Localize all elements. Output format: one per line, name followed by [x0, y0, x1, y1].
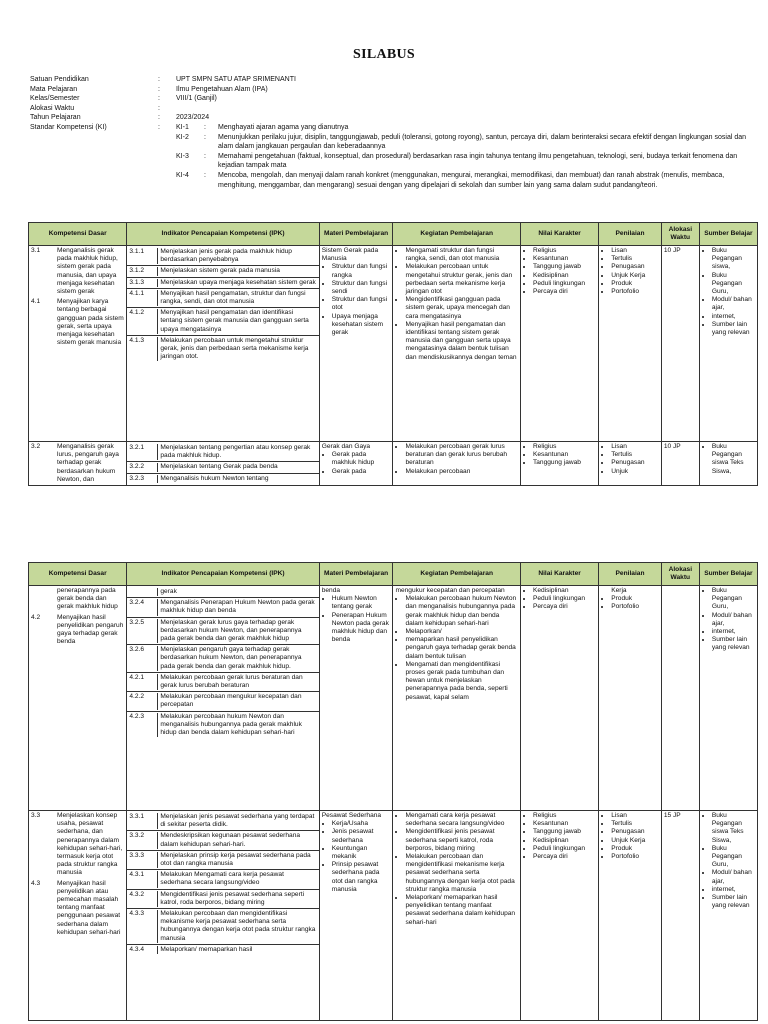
karakter-list-item: • Tanggung jawab — [533, 459, 596, 467]
header-kegiatan: Kegiatan Pembelajaran — [393, 223, 520, 246]
meta-colon: : — [158, 123, 160, 131]
ipk-text: Melaporkan/ memaparkan hasil — [160, 945, 253, 953]
ipk-text: Menjelaskan upaya menjaga kesehatan sistem gerak — [160, 278, 316, 286]
cell-kegiatan — [393, 246, 520, 442]
cell-alokasi-waktu: 15 JP — [661, 811, 699, 1021]
meta-value: 2023/2024 — [176, 114, 210, 122]
sumber-list-item: • internet, — [712, 886, 755, 894]
cell-nilai-karakter — [520, 811, 598, 1021]
cell-kompetensi-dasar — [29, 586, 127, 811]
ipk-number: 3.1.1 — [129, 248, 158, 264]
ipk-number: 4.2.2 — [129, 693, 158, 709]
kegiatan-list-item: • Mengamati cara kerja pesawat sederhana secara langsung/video — [405, 812, 517, 828]
ipk-number: 4.3.1 — [129, 871, 158, 887]
ipk-text: Menganalisis Penerapan Hukum Newton pada gerak makhluk hidup dan benda — [160, 599, 315, 615]
table-row — [29, 246, 758, 442]
kegiatan-list-item: • Mengidentifikasi jenis pesawat sederhana seperti katrol, roda berporos, bidang miring — [405, 828, 517, 853]
kd-entry — [31, 587, 124, 612]
ipk-entry — [127, 308, 318, 336]
ipk-number: 4.1.3 — [129, 337, 158, 362]
header-kompetensi-dasar: Kompetensi Dasar — [29, 223, 127, 246]
ipk-number: 3.3.3 — [129, 852, 158, 868]
ipk-text: Menjelaskan jenis gerak pada makhluk hidup berdasarkan penyebabnya — [160, 248, 292, 264]
ipk-number: 4.1.2 — [129, 309, 158, 334]
cell-alokasi-waktu: 10 JP — [661, 442, 699, 486]
ipk-number: 4.3.3 — [129, 910, 158, 943]
penilaian-list-item: • Penugasan — [611, 459, 659, 467]
ipk-entry — [127, 587, 318, 598]
meta-label: Mata Pelajaran — [30, 85, 78, 93]
ki-row — [176, 123, 750, 133]
cell-nilai-karakter — [520, 586, 598, 811]
cell-nilai-karakter — [520, 246, 598, 442]
ipk-number: 3.2.6 — [129, 646, 158, 671]
ipk-number: 4.2.1 — [129, 674, 158, 690]
ipk-number: 4.3.2 — [129, 891, 158, 907]
header-penilaian: Penilaian — [599, 223, 662, 246]
ipk-number: 3.2.5 — [129, 619, 158, 644]
document-title: SILABUS — [352, 47, 416, 62]
ipk-number: 3.2.2 — [129, 463, 158, 471]
meta-colon: : — [158, 85, 160, 93]
kd-text: Menyajikan hasil penyelidikan atau pemecahan masalah tentang manfaat penggunaan pesawat sederhana dalam kehidupan sehari-hari — [57, 879, 121, 936]
header-nilai-karakter: Nilai Karakter — [520, 223, 598, 246]
materi-list-item: • Gerak pada makhluk hidup — [332, 451, 391, 467]
materi-list-item: • Gerak pada — [332, 468, 391, 476]
karakter-list — [523, 443, 596, 468]
penilaian-list-item: • Unjuk Kerja — [611, 272, 659, 280]
kd-text: Menjelaskan konsep usaha, pesawat sederhana, dan penerapannya dalam kehidupan sehari-hari, termasuk kerja otot pada struktur rangka manusia — [57, 812, 123, 877]
meta-value: VIII/1 (Ganjil) — [176, 95, 217, 103]
penilaian-list-item: • Penugasan — [611, 828, 659, 836]
karakter-list-item: • Percaya diri — [533, 288, 596, 296]
ipk-entry — [127, 289, 318, 308]
kegiatan-list-item: • memaparkan hasil penyelidikan pengaruh gaya terhadap gerak benda dalam bentuk tulisan — [405, 636, 517, 661]
syllabus-table-page-1 — [28, 222, 758, 486]
header-penilaian: Penilaian — [599, 563, 662, 586]
ipk-entry — [127, 890, 318, 909]
sumber-list-item: • Modul/ bahan ajar, — [712, 869, 755, 885]
ipk-number: 4.3.4 — [129, 946, 158, 954]
materi-list-item: • Jenis pesawat sederhana — [332, 828, 391, 844]
penilaian-list-item: • Tertulis — [611, 451, 659, 459]
kd-text: Menganalisis gerak lurus, pengaruh gaya terhadap gerak berdasarkan hukum Newton, dan — [57, 443, 119, 483]
meta-row — [30, 75, 750, 85]
materi-list-item: • Penerapan Hukum Newton pada gerak makhluk hidup dan benda — [332, 612, 391, 645]
kd-number: 3.1 — [31, 247, 41, 254]
meta-colon: : — [158, 76, 160, 83]
kd-text: Menganalisis gerak pada makhluk hidup, sistem gerak pada manusia, dan upaya menjaga kesehatan sistem gerak — [57, 247, 118, 296]
materi-list-item: • Struktur dan fungsi sendi — [332, 280, 391, 296]
karakter-list — [523, 247, 596, 296]
materi-list-item: • Struktur dan fungsi otot — [332, 296, 391, 312]
ipk-text: Melakukan percobaan gerak lurus beraturan dan gerak lurus berubah beraturan — [160, 673, 303, 690]
table-row — [29, 442, 758, 486]
ipk-text: Menjelaskan sistem gerak pada manusia — [160, 267, 280, 275]
ipk-text: Melakukan percobaan dan mengidentifikasi mekanisme kerja pesawat sederhana serta hubungannya dengan kerja otot pada struktur rangka manusia — [160, 910, 316, 942]
ipk-text: Melakukan percobaan untuk mengetahui struktur gerak, jenis dan perbedaan serta mekanisme kerja jaringan otot. — [160, 336, 309, 361]
kegiatan-list — [395, 812, 517, 927]
penilaian-list-item: • Tertulis — [611, 255, 659, 263]
penilaian-list-item: • Portofolio — [611, 853, 659, 861]
ki-row — [176, 133, 750, 152]
header-alokasi: Alokasi Waktu — [661, 563, 699, 586]
cell-kompetensi-dasar — [29, 246, 127, 442]
ipk-entry — [127, 645, 318, 673]
ipk-number: 3.3.1 — [129, 813, 158, 829]
ipk-entry — [127, 945, 318, 955]
kd-entry — [31, 443, 124, 484]
ipk-entry — [127, 673, 318, 692]
materi-heading: Sistem Gerak pada Manusia — [321, 247, 379, 263]
meta-label: Satuan Pendidikan — [30, 76, 89, 83]
ipk-entry — [127, 598, 318, 617]
ipk-text: Menjelaskan pengaruh gaya terhadap gerak berdasarkan hukum Newton, dan penerapannya pada gerak benda dan gerak makhluk hidup. — [160, 646, 302, 670]
sumber-list — [702, 247, 755, 337]
meta-label: Kelas/Semester — [30, 95, 80, 103]
kd-entry — [31, 247, 124, 296]
ipk-number: 3.2.4 — [129, 599, 158, 615]
ipk-text: Menjelaskan jenis pesawat sederhana yang terdapat di sekitar peserta didik. — [160, 813, 315, 829]
header-materi: Materi Pembelajaran — [319, 223, 393, 246]
penilaian-list — [601, 443, 659, 476]
ipk-text: Mendeskripsikan kegunaan pesawat sederhana dalam kehidupan sehari-hari. — [160, 832, 301, 848]
sumber-list-item: • Modul/ bahan ajar, — [712, 612, 755, 628]
ipk-entry — [127, 851, 318, 870]
ipk-text: Melakukan percobaan mengukur kecepatan dan percepatan — [160, 693, 302, 709]
karakter-list-item: • Peduli lingkungan — [533, 280, 596, 288]
materi-list-item: • Kerja/Usaha — [332, 820, 391, 828]
meta-colon: : — [158, 95, 160, 103]
kd-entry — [31, 298, 124, 347]
ipk-text: Menganalisis hukum Newton tentang — [160, 474, 269, 482]
karakter-list-item: • Peduli lingkungan — [533, 595, 596, 603]
sumber-list-item: • Sumber lain yang relevan — [712, 321, 755, 337]
materi-heading: Pesawat Sederhana — [321, 812, 382, 819]
penilaian-list-item: • Produk — [611, 280, 659, 288]
ki-code: KI-4 — [176, 171, 189, 179]
karakter-list-item: • Peduli lingkungan — [533, 845, 596, 853]
penilaian-list — [601, 247, 659, 296]
karakter-list-item: • Kedisiplinan — [533, 272, 596, 280]
materi-heading: Gerak dan Gaya — [321, 443, 371, 450]
header-materi: Materi Pembelajaran — [319, 563, 393, 586]
cell-sumber-belajar — [699, 442, 757, 486]
ipk-entry — [127, 443, 318, 462]
meta-value — [176, 104, 750, 114]
cell-sumber-belajar — [699, 246, 757, 442]
cell-penilaian — [599, 586, 662, 811]
ipk-entry — [127, 692, 318, 711]
ipk-text: Menjelaskan tentang Gerak pada benda — [160, 463, 278, 471]
karakter-list-item: • Kedisiplinan — [533, 837, 596, 845]
kegiatan-list — [395, 443, 517, 476]
karakter-list-item: • Kesantunan — [533, 451, 596, 459]
cell-penilaian — [599, 811, 662, 1021]
ki-text: Menghayati ajaran agama yang dianutnya — [218, 123, 349, 131]
meta-value: UPT SMPN SATU ATAP SRIMENANTI — [176, 76, 296, 83]
cell-ipk — [127, 811, 319, 1021]
penilaian-list-item: • Portofolio — [611, 603, 659, 611]
materi-list-item: • Prinsip pesawat sederhana pada otot dan rangka manusia — [332, 861, 391, 894]
ipk-entry — [127, 336, 318, 363]
materi-heading: benda — [321, 587, 341, 594]
cell-materi — [319, 246, 393, 442]
karakter-list-item: • Religius — [533, 247, 596, 255]
ki-code: KI-1 — [176, 123, 189, 131]
kegiatan-list-item: • Melakukan percobaan gerak lurus beraturan dan gerak lurus berubah beraturan — [405, 443, 517, 468]
materi-list — [322, 595, 391, 644]
kegiatan-list — [395, 247, 517, 362]
kegiatan-list-item: • Mengamati struktur dan fungsi rangka, sendi, dan otot manusia — [405, 247, 517, 263]
ipk-number: 4.1.1 — [129, 290, 158, 306]
ipk-entry — [127, 462, 318, 473]
kd-number: 4.2 — [31, 613, 41, 621]
penilaian-list-item: • Produk — [611, 595, 659, 603]
table-row — [29, 586, 758, 811]
karakter-list-item: • Tanggung jawab — [533, 263, 596, 271]
cell-penilaian — [599, 442, 662, 486]
cell-alokasi-waktu: 10 JP — [661, 246, 699, 442]
ipk-text: Menjelaskan tentang pengertian atau konsep gerak pada makhluk hidup. — [160, 444, 311, 460]
kegiatan-list-item: • Melakukan percobaan hukum Newton dan menganalisis hubungannya pada gerak makhluk hidup dan benda dalam kehidupan sehari-hari — [405, 595, 517, 628]
penilaian-list-item: • Unjuk — [611, 468, 659, 476]
penilaian-list-item: • Lisan — [611, 812, 659, 820]
kd-number: 3.2 — [31, 443, 41, 450]
kegiatan-list-item: • Mengidentifikasi gangguan pada sistem gerak, upaya mencegah dan cara mengatasinya — [405, 296, 517, 321]
ipk-entry — [127, 266, 318, 277]
materi-list-item: • Upaya menjaga kesehatan sistem gerak — [332, 313, 391, 338]
meta-label: Alokasi Waktu — [30, 104, 75, 112]
ki-row — [176, 171, 750, 190]
cell-ipk — [127, 246, 319, 442]
sumber-list-item: • Buku Pegangan Guru, — [712, 587, 755, 612]
ipk-entry — [127, 812, 318, 831]
kegiatan-list — [395, 595, 517, 702]
header-kompetensi-dasar: Kompetensi Dasar — [29, 563, 127, 586]
ki-colon: : — [204, 133, 206, 141]
karakter-list — [523, 587, 596, 612]
ipk-number: 3.1.2 — [129, 267, 158, 275]
kd-text: Menyajikan karya tentang berbagai gangguan pada sistem gerak, serta upaya menjaga kesehatan sistem gerak manusia — [57, 298, 124, 347]
header-alokasi: Alokasi Waktu — [661, 223, 699, 246]
materi-list — [322, 263, 391, 337]
ipk-entry — [127, 278, 318, 289]
sumber-list-item: • Buku Pegangan Guru, — [712, 845, 755, 870]
penilaian-list-item: • Portofolio — [611, 288, 659, 296]
ipk-text: Menyajikan hasil pengamatan, struktur dan fungsi rangka, sendi, dan otot manusia — [160, 289, 306, 306]
sumber-list-item: • internet, — [712, 313, 755, 321]
ki-text: Memahami pengetahuan (faktual, konseptual, dan prosedural) berdasarkan rasa ingin tahunya tentang ilmu pengetahuan, teknologi, seni, budaya terkait fenomena dan kejadian tampak mata — [218, 152, 738, 170]
header-ipk: Indikator Pencapaian Kompetensi (IPK) — [127, 223, 319, 246]
karakter-list-item: • Percaya diri — [533, 603, 596, 611]
kegiatan-heading: mengukur kecepatan dan percepatan — [395, 587, 505, 594]
kd-entry — [31, 614, 124, 647]
penilaian-list-item: • Tertulis — [611, 820, 659, 828]
ipk-entry — [127, 247, 318, 266]
kd-number: 4.1 — [31, 298, 41, 306]
header-sumber: Sumber Belajar — [699, 563, 757, 586]
table-header-row — [29, 563, 758, 586]
karakter-list-item: • Tanggung jawab — [533, 828, 596, 836]
karakter-list-item: • Kesantunan — [533, 820, 596, 828]
ki-text: Mencoba, mengolah, dan menyaji dalam ranah konkret (menggunakan, mengurai, merangkai, memodifikasi, dan membuat) dan ranah abstrak (menulis, membaca, menghitung, menggambar, dan mengarang) sesuai dengan yang dipelajari di sekolah dan sumber lain yang sama dalam sudut pandang/teori. — [218, 171, 725, 189]
ki-colon: : — [204, 123, 206, 131]
cell-penilaian — [599, 246, 662, 442]
ipk-number — [129, 588, 158, 596]
ipk-text: Menyajikan hasil pengamatan dan identifikasi tentang sistem gerak manusia dan gangguan serta upaya mengatasinya — [160, 309, 309, 333]
penilaian-list-item: • Lisan — [611, 443, 659, 451]
cell-materi — [319, 811, 393, 1021]
sumber-list-item: • Buku Pegangan siswa Teks Siswa, — [712, 812, 755, 845]
cell-ipk — [127, 442, 319, 486]
cell-kompetensi-dasar — [29, 442, 127, 486]
meta-value: Ilmu Pengetahuan Alam (IPA) — [176, 85, 268, 93]
sumber-list-item: • Buku Pegangan Guru, — [712, 272, 755, 297]
meta-row — [30, 104, 750, 114]
cell-kegiatan — [393, 442, 520, 486]
meta-row — [30, 94, 750, 104]
karakter-list-item: • Percaya diri — [533, 853, 596, 861]
syllabus-table-page-2 — [28, 562, 758, 1021]
cell-kegiatan — [393, 586, 520, 811]
cell-sumber-belajar — [699, 811, 757, 1021]
sumber-list-item: • Buku Pegangan siswa, — [712, 247, 755, 272]
ipk-number: 3.1.3 — [129, 279, 158, 287]
sumber-list-item: • Sumber lain yang relevan — [712, 894, 755, 910]
ki-code: KI-3 — [176, 152, 189, 160]
penilaian-list-item: • Lisan — [611, 247, 659, 255]
ki-colon: : — [204, 152, 206, 160]
meta-row — [30, 113, 750, 123]
ipk-text: gerak — [160, 588, 177, 595]
karakter-list-item: • Religius — [533, 443, 596, 451]
kd-entry — [31, 812, 124, 878]
ipk-number: 3.3.2 — [129, 832, 158, 848]
cell-sumber-belajar — [699, 586, 757, 811]
ipk-number: 4.2.3 — [129, 713, 158, 738]
ipk-number: 3.2.3 — [129, 475, 158, 483]
sumber-list-item: • Buku Pegangan siswa Teks Siswa, — [712, 443, 755, 476]
ki-text: Menunjukkan perilaku jujur, disiplin, tanggungjawab, peduli (toleransi, gotong royong), santun, percaya diri, dalam berinteraksi secara efektif dengan lingkungan sosial dan alam dalam jangkauan pergaulan dan keberadaannya — [218, 133, 747, 151]
penilaian-list — [601, 812, 659, 861]
meta-label: Standar Kompetensi (KI) — [30, 123, 107, 131]
meta-row — [30, 85, 750, 95]
header-sumber: Sumber Belajar — [699, 223, 757, 246]
ipk-text: Menjelaskan prinsip kerja pesawat sederhana pada otot dan rangka manusia — [160, 851, 311, 868]
meta-colon: : — [158, 114, 160, 122]
cell-kompetensi-dasar — [29, 811, 127, 1021]
kd-entry — [31, 880, 124, 937]
sumber-list-item: • Modul/ bahan ajar, — [712, 296, 755, 312]
table-header-row — [29, 223, 758, 246]
kegiatan-list-item: • Melaporkan/ — [405, 628, 517, 636]
cell-ipk — [127, 586, 319, 811]
ipk-text: Mengidentifikasi jenis pesawat sederhana seperti katrol, roda berporos, bidang miring — [160, 890, 305, 906]
ipk-text: Melakukan percobaan hukum Newton dan menganalisis hubungannya pada gerak makhluk hidup dan benda dalam kehidupan sehari-hari — [160, 712, 302, 737]
cell-nilai-karakter — [520, 442, 598, 486]
cell-materi — [319, 586, 393, 811]
cell-materi — [319, 442, 393, 486]
kegiatan-list-item: • Melakukan percobaan dan mengidentifikasi mekanisme kerja pesawat sederhana serta hubungannya dengan kerja otot pada struktur rangka manusia — [405, 853, 517, 894]
kd-text: Menyajikan hasil penyelidikan pengaruh gaya terhadap gerak benda — [57, 613, 124, 646]
kegiatan-list-item: • Mengamati dan mengidentifikasi proses gerak pada tumbuhan dan hewan untuk menjelaskan penerapannya pada benda, seperti pesawat, kapal selam — [405, 661, 517, 702]
penilaian-heading: Kerja — [611, 587, 627, 594]
ipk-number: 3.2.1 — [129, 444, 158, 460]
ipk-entry — [127, 831, 318, 850]
kegiatan-list-item: • Melakukan percobaan — [405, 468, 517, 476]
kd-number — [31, 587, 57, 612]
ki-row — [176, 152, 750, 171]
header-ipk: Indikator Pencapaian Kompetensi (IPK) — [127, 563, 319, 586]
materi-list-item: • Keuntungan mekanik — [332, 845, 391, 861]
ki-colon: : — [204, 171, 206, 179]
cell-alokasi-waktu — [661, 586, 699, 811]
penilaian-list-item: • Penugasan — [611, 263, 659, 271]
ipk-text: Menjelaskan gerak lurus gaya terhadap gerak berdasarkan hukum Newton, dan penerapannya pada gerak benda dan gerak makhluk hidup — [160, 618, 302, 643]
materi-list — [322, 820, 391, 894]
ipk-entry — [127, 909, 318, 945]
sumber-list — [702, 443, 755, 476]
karakter-list-item: • Kesantunan — [533, 255, 596, 263]
table-row — [29, 811, 758, 1021]
kegiatan-list-item: • Menyajikan hasil pengamatan dan identifikasi tentang sistem gerak manusia dan gangguan serta upaya mengatasinya dalam bentuk tulisan dan mendiskusikannya dengan teman — [405, 321, 517, 362]
penilaian-list-item: • Unjuk Kerja — [611, 837, 659, 845]
ipk-entry — [127, 712, 318, 739]
meta-label: Tahun Pelajaran — [30, 114, 81, 122]
kegiatan-list-item: • Melaporkan/ memaparkan hasil penyelidikan tentang manfaat pesawat sederhana dalam kehidupan sehari-hari — [405, 894, 517, 927]
kd-number: 4.3 — [31, 879, 41, 887]
header-nilai-karakter: Nilai Karakter — [520, 563, 598, 586]
cell-kegiatan — [393, 811, 520, 1021]
kegiatan-list-item: • Melakukan percobaan untuk mengetahui struktur gerak, jenis dan perbedaan serta mekanisme kerja jaringan otot — [405, 263, 517, 296]
karakter-list-item: • Kedisiplinan — [533, 587, 596, 595]
materi-list-item: • Struktur dan fungsi rangka — [332, 263, 391, 279]
ipk-text: Melakukan Mengamati cara kerja pesawat sederhana secara langsung/video — [160, 871, 284, 887]
header-kegiatan: Kegiatan Pembelajaran — [393, 563, 520, 586]
kd-text: penerapannya pada gerak benda dan gerak makhluk hidup — [57, 587, 118, 611]
ipk-entry — [127, 870, 318, 889]
karakter-list — [523, 812, 596, 861]
sumber-list-item: • Sumber lain yang relevan — [712, 636, 755, 652]
penilaian-list-item: • Produk — [611, 845, 659, 853]
ipk-entry — [127, 618, 318, 646]
materi-list — [322, 451, 391, 476]
penilaian-list — [601, 595, 659, 611]
kd-number: 3.3 — [31, 812, 41, 819]
materi-list-item: • Hukum Newton tentang gerak — [332, 595, 391, 611]
sumber-list — [702, 812, 755, 910]
sumber-list — [702, 587, 755, 653]
meta-colon: : — [158, 104, 160, 112]
sumber-list-item: • internet, — [712, 628, 755, 636]
syllabus-meta — [30, 75, 750, 190]
ipk-entry — [127, 474, 318, 484]
karakter-list-item: • Religius — [533, 812, 596, 820]
ki-code: KI-2 — [176, 133, 189, 141]
